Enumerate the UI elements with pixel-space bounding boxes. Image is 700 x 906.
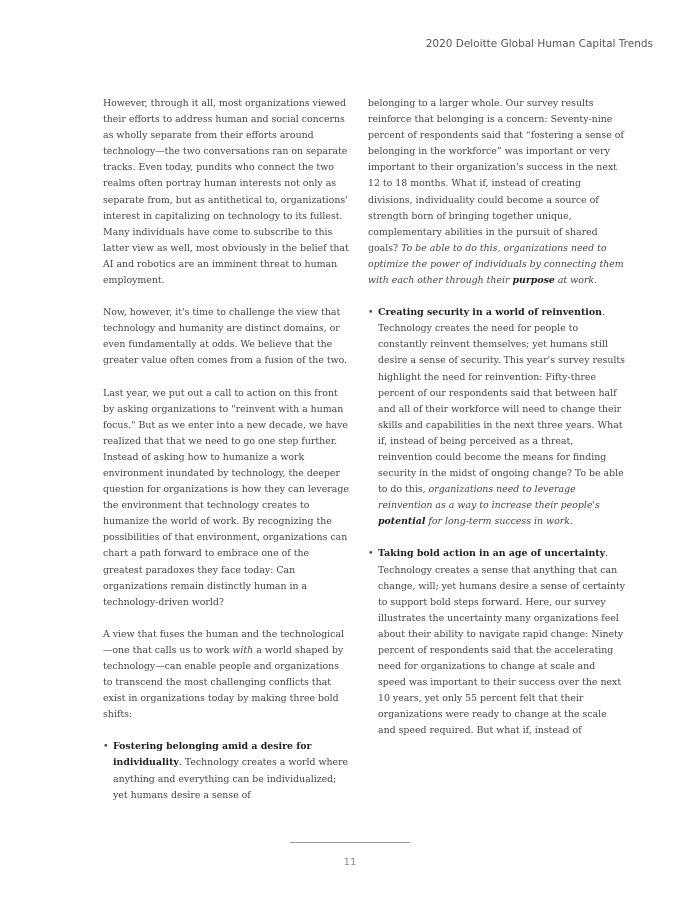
- emphasis: with: [232, 644, 254, 656]
- bullet-text: . Technology creates a world where anything and everything can be individualized; yet humans desire a sense of: [113, 757, 349, 801]
- left-column: [103, 96, 351, 820]
- bullet-icon: •: [368, 307, 374, 319]
- bullet-title: Taking bold action in an age of uncertainty: [378, 548, 606, 560]
- footer-divider: [290, 842, 410, 843]
- bullet-item-belonging: [103, 739, 351, 803]
- right-column: [368, 96, 626, 756]
- page-number: 11: [343, 857, 357, 868]
- text: belonging to a larger whole. Our survey results reinforce that belonging is a concern: Seventy-nine percent of respondents said that “fostering a sense of belonging in the workforce” was important or very important to their organization's success in the next 12 to 18 months. What if, instead of creating divisions, individuality could become a source of strength born of bringing together unique, complementary abilities in the pursuit of shared goals?: [368, 98, 624, 254]
- bullet-text: . Technology creates a sense that anything that can change, will; yet humans desire a sense of certainty to support bold steps forward. Here, our survey illustrates the uncertainty many organizations feel about their ability to navigate rapid change: Ninety percent of respondents said that the accelerating need for organizations to change at scale and speed was important to their success over the next 10 years, yet only 55 percent felt that their organizations were ready to change at the scale and speed required. But what if, instead of: [378, 548, 626, 737]
- paragraph-continued: [368, 96, 626, 289]
- text: A view that fuses the human and the technological—one that calls us to work: [103, 628, 345, 656]
- emphasis: for long-term success in work.: [425, 516, 573, 528]
- text: a world shaped by technology—can enable people and organizations to transcend the most challenging conflicts that exist in organizations today by making three bold shifts:: [103, 644, 344, 721]
- paragraph: Last year, we put out a call to action on this front by asking organizations to "reinvent with a human focus." But as we enter into a new decade, we have realized that that we need to go one step further. Instead of asking how to humanize a work environment inundated by technology, the deeper question for organizations is how they can leverage the environment that technology creates to humanize the world of work. By recognizing the possibilities of that environment, organizations can chart a path forward to embrace one of the greatest paradoxes they face today: Can organizations remain distinctly human in a technology-driven world?: [103, 387, 349, 608]
- bullet-item-bold-action: [368, 546, 626, 739]
- bullet-item-security: [368, 305, 626, 530]
- bullet-list: [103, 739, 351, 803]
- paragraph: [103, 627, 351, 724]
- emphasis: organizations need to leverage reinvention as a way to increase their people's: [378, 484, 600, 512]
- emphasis: at work.: [554, 275, 597, 287]
- bullet-title: Creating security in a world of reinvention: [378, 307, 602, 319]
- emphasis: To be able to do this, organizations need to optimize the power of individuals by connecting them with each other through their: [368, 242, 624, 287]
- bullet-title: Fostering belonging amid a desire for individuality: [113, 741, 312, 769]
- strong-emphasis: purpose: [512, 275, 555, 287]
- bullet-icon: •: [368, 548, 374, 560]
- paragraph: Now, however, it's time to challenge the view that technology and humanity are distinct domains, or even fundamentally at odds. We believe that the greater value often comes from a fusion of the two.: [103, 307, 348, 367]
- bullet-text: . Technology creates the need for people to constantly reinvent themselves; yet humans still desire a sense of security. This year's survey results highlight the need for reinvention: Fifty-three percent of our respondents said that between half and all of their workforce will need to change their skills and capabilities in the next three years. What if, instead of being perceived as a threat, reinvention could become the means for finding security in the midst of ongoing change? To be able to do this,: [378, 307, 625, 496]
- bullet-list: [368, 305, 626, 739]
- running-header: 2020 Deloitte Global Human Capital Trends: [425, 38, 653, 50]
- bullet-icon: •: [103, 741, 109, 753]
- strong-emphasis: potential: [378, 516, 426, 528]
- paragraph: However, through it all, most organizations viewed their efforts to address human and social concerns as wholly separate from their efforts around technology—the two conversations ran on separate tracks. Even today, pundits who connect the two realms often portray human interests not only as separate from, but as antithetical to, organizations' interest in capitalizing on technology to its fullest. Many individuals have come to subscribe to this latter view as well, most obviously in the belief that AI and robotics are an imminent threat to human employment.: [103, 98, 349, 287]
